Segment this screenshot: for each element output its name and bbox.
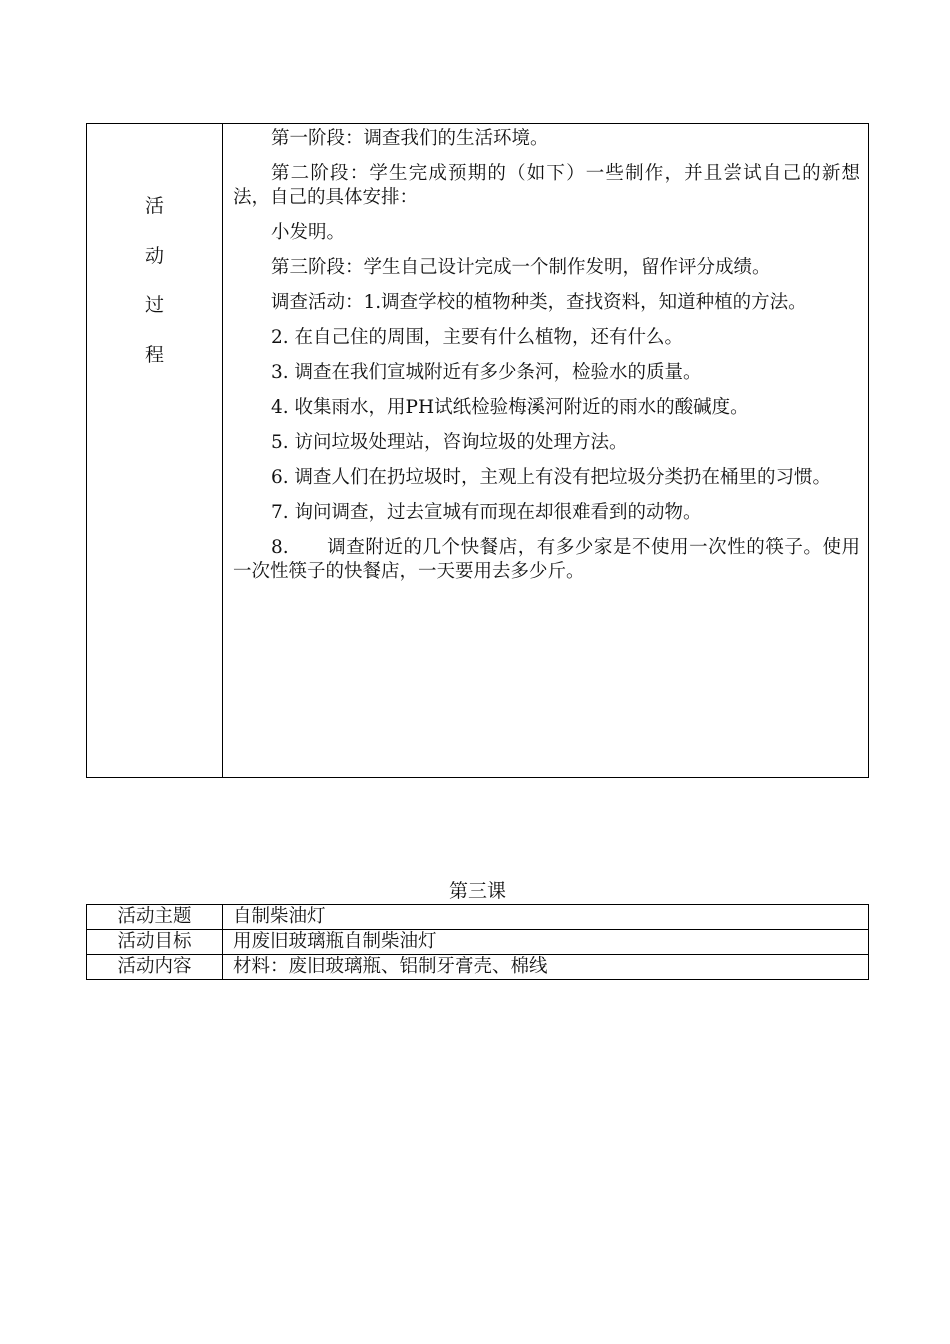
paragraph: 5. 访问垃圾处理站，咨询垃圾的处理方法。 <box>271 432 628 453</box>
table-row <box>87 955 869 980</box>
paragraph: 4. 收集雨水，用PH试纸检验梅溪河附近的雨水的酸碱度。 <box>271 397 749 418</box>
paragraph: 2. 在自己住的周围，主要有什么植物，还有什么。 <box>271 327 684 348</box>
paragraph: 第一阶段：调查我们的生活环境。 <box>271 128 549 149</box>
row-key: 活动内容 <box>87 955 223 980</box>
label-char: 活 <box>144 195 164 217</box>
activity-process-row <box>87 124 869 778</box>
lesson-title: 第三课 <box>448 880 506 902</box>
paragraph: 第三阶段：学生自己设计完成一个制作发明，留作评分成绩。 <box>271 257 771 278</box>
activity-process-content <box>223 124 868 584</box>
label-char: 过 <box>144 294 164 316</box>
table-row <box>87 905 869 930</box>
activity-process-label <box>87 124 222 392</box>
row-value: 用废旧玻璃瓶自制柴油灯 <box>223 930 869 955</box>
row-key: 活动目标 <box>87 930 223 955</box>
row-value: 自制柴油灯 <box>223 905 869 930</box>
paragraph: 调查活动：1.调查学校的植物种类，查找资料，知道种植的方法。 <box>271 292 807 313</box>
lesson-table <box>86 904 869 980</box>
row-key: 活动主题 <box>87 905 223 930</box>
paragraph: 3. 调查在我们宣城附近有多少条河，检验水的质量。 <box>271 362 702 383</box>
label-char: 动 <box>144 244 164 267</box>
paragraph: 6. 调查人们在扔垃圾时，主观上有没有把垃圾分类扔在桶里的习惯。 <box>271 467 832 488</box>
label-char: 程 <box>144 343 164 366</box>
paragraph: 7. 询问调查，过去宣城有而现在却很难看到的动物。 <box>271 502 702 523</box>
row-value: 材料：废旧玻璃瓶、铝制牙膏壳、棉线 <box>223 955 869 980</box>
paragraph: 第二阶段：学生完成预期的（如下）一些制作，并且尝试自己的新想法，自己的具体安排： <box>233 163 860 208</box>
paragraph: 8. 调查附近的几个快餐店，有多少家是不使用一次性的筷子。使用一次性筷子的快餐店，一天要用去多少斤。 <box>233 537 860 582</box>
activity-process-label-cell <box>87 124 223 778</box>
table-row <box>87 930 869 955</box>
paragraph: 小发明。 <box>271 222 346 243</box>
activity-process-table <box>86 123 869 778</box>
activity-process-content-cell <box>223 124 869 778</box>
